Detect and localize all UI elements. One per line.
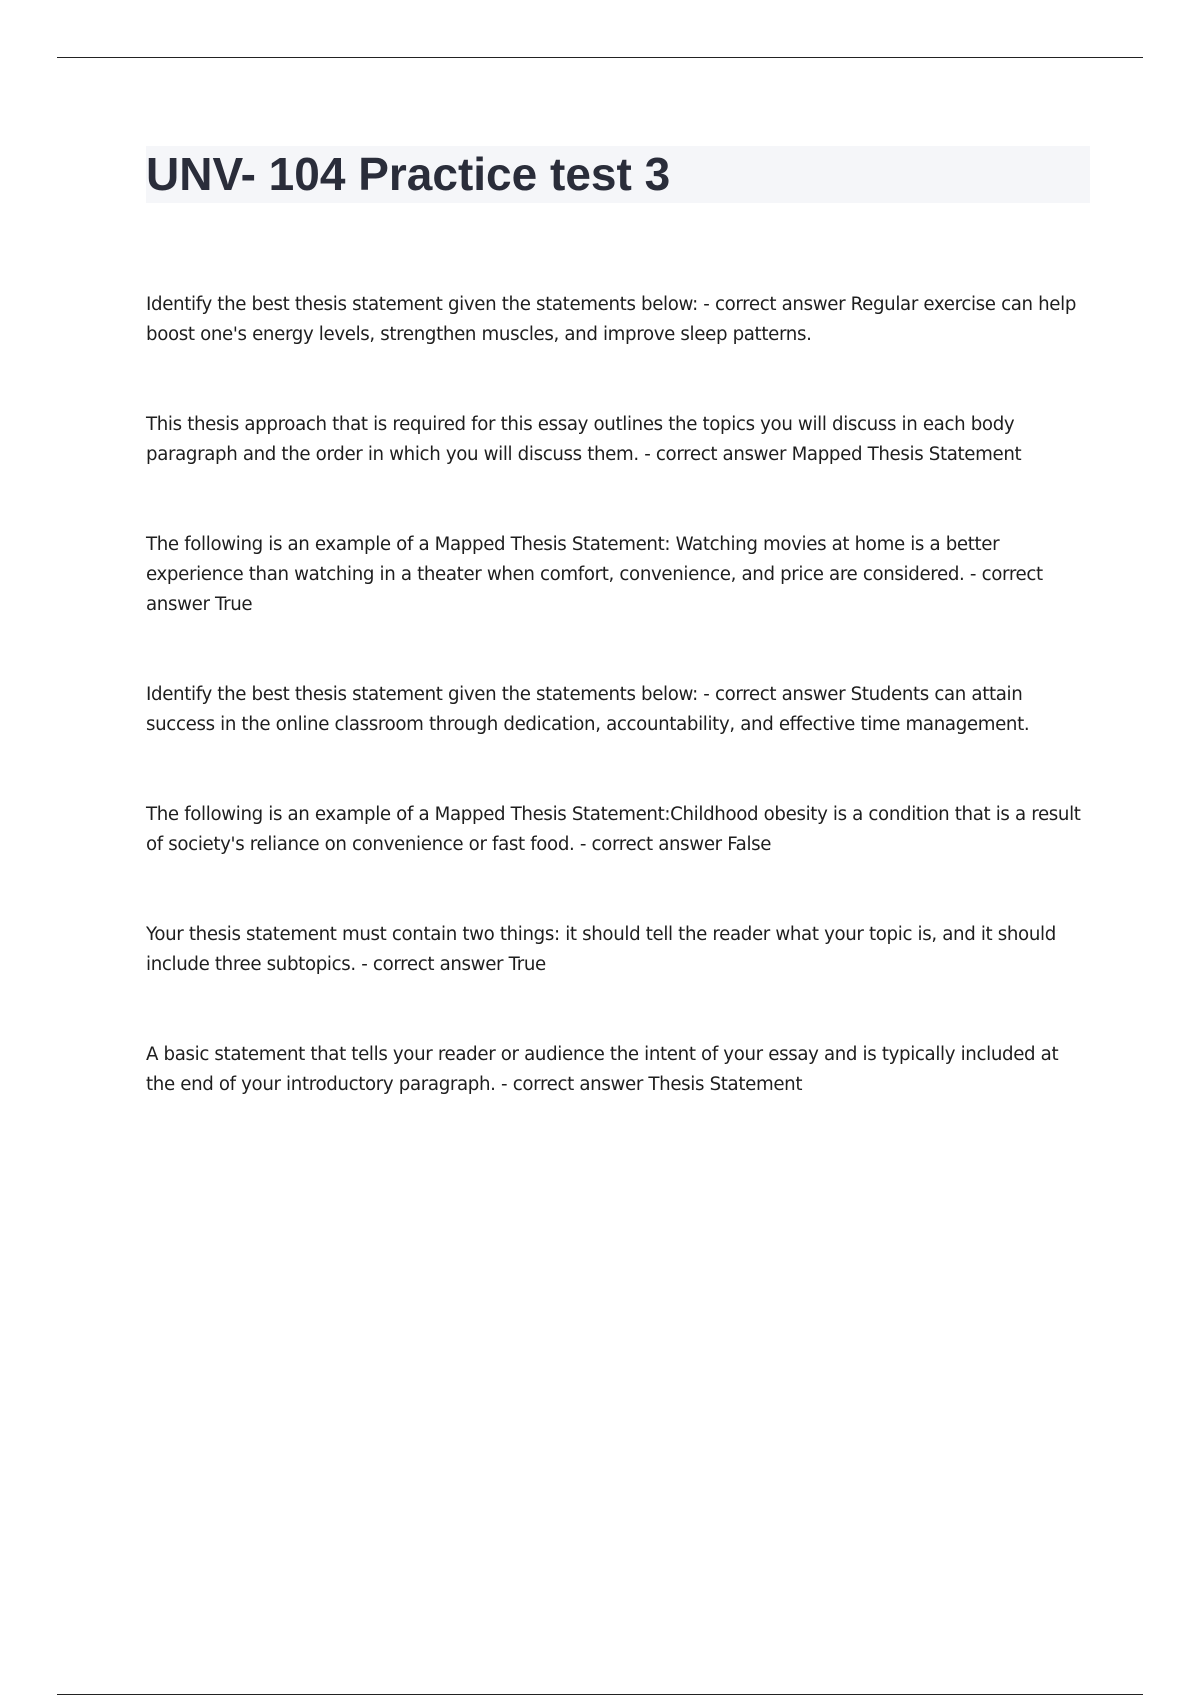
answer-text: Students can attain success in the online classroom through dedication, accountability, and effective time management. xyxy=(146,684,1030,735)
question-text: Identify the best thesis statement given the statements below: xyxy=(146,684,698,705)
answer-text: Regular exercise can help boost one's energy levels, strengthen muscles, and improve sleep patterns. xyxy=(146,294,1077,345)
qa-item-2 xyxy=(146,410,1086,470)
question-text: Your thesis statement must contain two things: it should tell the reader what your topic is, and it should include three subtopics. xyxy=(146,924,1056,975)
answer-label: correct answer xyxy=(714,294,846,315)
qa-item-1 xyxy=(146,290,1086,350)
page-title: UNV- 104 Practice test 3 xyxy=(146,148,671,200)
answer-text: True xyxy=(508,954,546,975)
qa-list xyxy=(146,290,1086,1160)
answer-separator: - xyxy=(697,684,715,705)
answer-separator: - xyxy=(495,1074,513,1095)
qa-item-4 xyxy=(146,680,1086,740)
answer-separator: - xyxy=(964,564,982,585)
question-text: Identify the best thesis statement given the statements below: xyxy=(146,294,698,315)
answer-label: correct answer xyxy=(372,954,504,975)
top-rule xyxy=(57,57,1143,58)
qa-item-3 xyxy=(146,530,1086,620)
qa-item-6 xyxy=(146,920,1086,980)
answer-text: Mapped Thesis Statement xyxy=(791,444,1022,465)
answer-label: correct answer xyxy=(146,564,1043,615)
question-text: The following is an example of a Mapped Thesis Statement:Childhood obesity is a condition that is a result of society's reliance on convenience or fast food. xyxy=(146,804,1081,855)
answer-label: correct answer xyxy=(655,444,787,465)
answer-label: correct answer xyxy=(714,684,846,705)
answer-text: True xyxy=(215,594,253,615)
answer-separator: - xyxy=(355,954,373,975)
answer-separator: - xyxy=(638,444,656,465)
question-text: This thesis approach that is required for this essay outlines the topics you will discuss in each body paragraph and the order in which you will discuss them. xyxy=(146,414,1015,465)
answer-label: correct answer xyxy=(512,1074,643,1095)
answer-text: False xyxy=(727,834,772,855)
question-text: A basic statement that tells your reader or audience the intent of your essay and is typically included at the end of your introductory paragraph. xyxy=(146,1044,1059,1095)
question-text: The following is an example of a Mapped Thesis Statement: Watching movies at home is a better experience than watching in a theater when comfort, convenience, and price are considered. xyxy=(146,534,1000,585)
bottom-rule xyxy=(57,1694,1143,1695)
answer-label: correct answer xyxy=(591,834,722,855)
qa-item-7 xyxy=(146,1040,1086,1100)
answer-separator: - xyxy=(574,834,592,855)
answer-separator: - xyxy=(697,294,715,315)
qa-item-5 xyxy=(146,800,1086,860)
answer-text: Thesis Statement xyxy=(648,1074,803,1095)
